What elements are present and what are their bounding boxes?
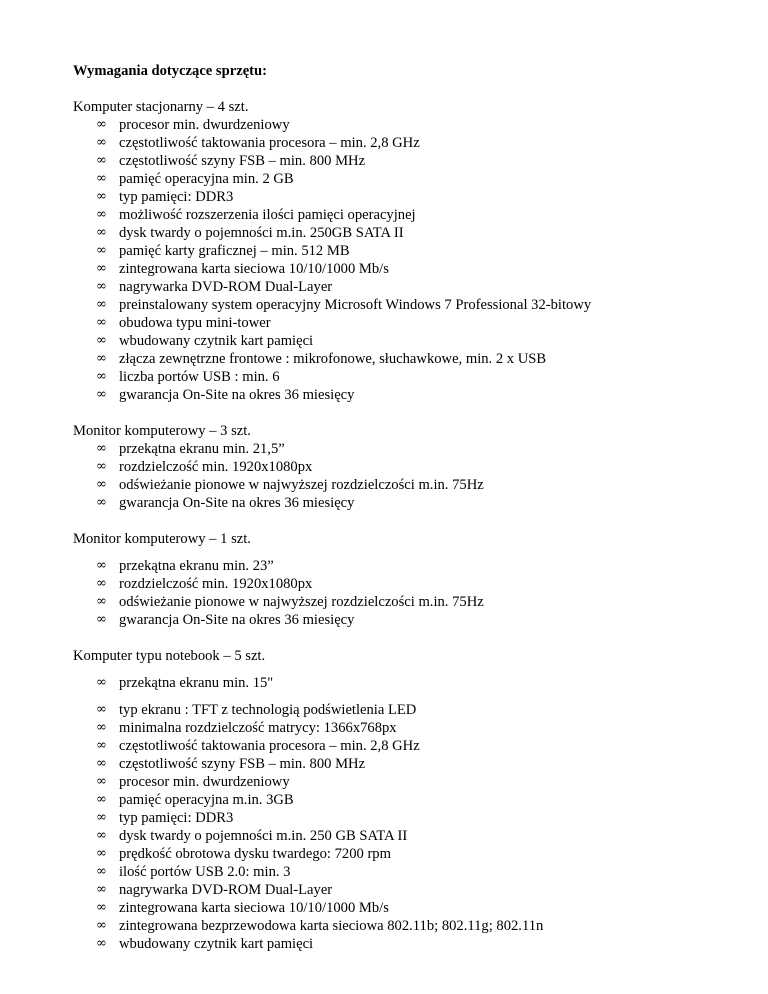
list-item (73, 863, 753, 881)
list-item (73, 368, 753, 386)
list-item-text: gwarancja On-Site na okres 36 miesięcy (119, 495, 355, 511)
list-item (73, 719, 753, 737)
list-item (73, 881, 753, 899)
list-item (73, 170, 753, 188)
infinity-bullet-icon: ∞ (96, 117, 107, 132)
list-item-text: przekątna ekranu min. 21,5” (119, 441, 285, 457)
infinity-bullet-icon: ∞ (96, 387, 107, 402)
section-title: Komputer typu notebook – 5 szt. (73, 648, 266, 664)
list-item (73, 575, 753, 593)
list-item (73, 350, 753, 368)
infinity-bullet-icon: ∞ (96, 576, 107, 591)
list-item-text: częstotliwość szyny FSB – min. 800 MHz (119, 756, 366, 772)
list-item (73, 827, 753, 845)
infinity-bullet-icon: ∞ (96, 675, 107, 690)
infinity-bullet-icon: ∞ (96, 918, 107, 933)
list-item (73, 332, 753, 350)
infinity-bullet-icon: ∞ (96, 900, 107, 915)
infinity-bullet-icon: ∞ (96, 720, 107, 735)
list-item (73, 440, 753, 458)
list-item-text: złącza zewnętrzne frontowe : mikrofonowe, słuchawkowe, min. 2 x USB (119, 351, 547, 367)
list-item (73, 899, 753, 917)
list-item (73, 242, 753, 260)
list-item (73, 773, 753, 791)
infinity-bullet-icon: ∞ (96, 261, 107, 276)
infinity-bullet-icon: ∞ (96, 756, 107, 771)
list-item (73, 674, 753, 692)
infinity-bullet-icon: ∞ (96, 792, 107, 807)
document-heading: Wymagania dotyczące sprzętu: (73, 63, 268, 79)
section-title: Komputer stacjonarny – 4 szt. (73, 99, 249, 115)
list-item-text: zintegrowana karta sieciowa 10/10/1000 Mb/s (119, 261, 389, 277)
list-item (73, 611, 753, 629)
list-item-text: minimalna rozdzielczość matrycy: 1366x768px (119, 720, 397, 736)
list-item-text: rozdzielczość min. 1920x1080px (119, 459, 313, 475)
list-item-text: wbudowany czytnik kart pamięci (119, 333, 314, 349)
list-item-text: procesor min. dwurdzeniowy (119, 117, 290, 133)
infinity-bullet-icon: ∞ (96, 297, 107, 312)
section-title: Monitor komputerowy – 1 szt. (73, 531, 251, 547)
list-item-text: nagrywarka DVD-ROM Dual-Layer (119, 279, 333, 295)
infinity-bullet-icon: ∞ (96, 243, 107, 258)
list-item (73, 791, 753, 809)
list-item-text: pamięć operacyjna m.in. 3GB (119, 792, 294, 808)
list-item-text: przekątna ekranu min. 15" (119, 675, 274, 691)
list-item (73, 224, 753, 242)
list-item (73, 458, 753, 476)
list-item (73, 935, 753, 953)
list-item (73, 314, 753, 332)
list-item (73, 809, 753, 827)
infinity-bullet-icon: ∞ (96, 189, 107, 204)
list-item-text: częstotliwość taktowania procesora – min. 2,8 GHz (119, 738, 420, 754)
infinity-bullet-icon: ∞ (96, 459, 107, 474)
document-page (73, 62, 753, 953)
infinity-bullet-icon: ∞ (96, 279, 107, 294)
infinity-bullet-icon: ∞ (96, 702, 107, 717)
list-item-text: dysk twardy o pojemności m.in. 250 GB SATA II (119, 828, 408, 844)
list-item-text: pamięć karty graficznej – min. 512 MB (119, 243, 350, 259)
infinity-bullet-icon: ∞ (96, 738, 107, 753)
section-monitor-1 (73, 530, 753, 629)
infinity-bullet-icon: ∞ (96, 315, 107, 330)
infinity-bullet-icon: ∞ (96, 882, 107, 897)
list-item-text: typ ekranu : TFT z technologią podświetlenia LED (119, 702, 417, 718)
list-item-text: typ pamięci: DDR3 (119, 810, 234, 826)
infinity-bullet-icon: ∞ (96, 153, 107, 168)
list-item-text: częstotliwość szyny FSB – min. 800 MHz (119, 153, 366, 169)
infinity-bullet-icon: ∞ (96, 810, 107, 825)
requirements-list (73, 557, 753, 629)
list-item (73, 701, 753, 719)
list-item (73, 737, 753, 755)
list-item (73, 557, 753, 575)
infinity-bullet-icon: ∞ (96, 558, 107, 573)
list-item-text: możliwość rozszerzenia ilości pamięci operacyjnej (119, 207, 416, 223)
list-item (73, 116, 753, 134)
list-item (73, 845, 753, 863)
list-item-text: zintegrowana karta sieciowa 10/10/1000 Mb/s (119, 900, 389, 916)
list-item (73, 476, 753, 494)
list-item (73, 917, 753, 935)
list-item-text: ilość portów USB 2.0: min. 3 (119, 864, 291, 880)
infinity-bullet-icon: ∞ (96, 441, 107, 456)
requirements-list (73, 674, 753, 953)
list-item (73, 296, 753, 314)
infinity-bullet-icon: ∞ (96, 864, 107, 879)
infinity-bullet-icon: ∞ (96, 594, 107, 609)
list-item-text: zintegrowana bezprzewodowa karta sieciowa 802.11b; 802.11g; 802.11n (119, 918, 544, 934)
list-item-text: typ pamięci: DDR3 (119, 189, 234, 205)
infinity-bullet-icon: ∞ (96, 936, 107, 951)
list-item-text: prędkość obrotowa dysku twardego: 7200 rpm (119, 846, 391, 862)
list-item-text: wbudowany czytnik kart pamięci (119, 936, 314, 952)
infinity-bullet-icon: ∞ (96, 369, 107, 384)
infinity-bullet-icon: ∞ (96, 612, 107, 627)
list-item-text: liczba portów USB : min. 6 (119, 369, 280, 385)
list-item (73, 134, 753, 152)
list-item-text: gwarancja On-Site na okres 36 miesięcy (119, 612, 355, 628)
list-item (73, 386, 753, 404)
list-item (73, 188, 753, 206)
list-item (73, 494, 753, 512)
section-notebook (73, 647, 753, 953)
requirements-list (73, 440, 753, 512)
list-item-text: nagrywarka DVD-ROM Dual-Layer (119, 882, 333, 898)
list-item-text: odświeżanie pionowe w najwyższej rozdzielczości m.in. 75Hz (119, 594, 484, 610)
infinity-bullet-icon: ∞ (96, 171, 107, 186)
list-item-text: gwarancja On-Site na okres 36 miesięcy (119, 387, 355, 403)
section-monitor-3 (73, 422, 753, 512)
list-item (73, 593, 753, 611)
infinity-bullet-icon: ∞ (96, 495, 107, 510)
infinity-bullet-icon: ∞ (96, 846, 107, 861)
section-desktop-computer (73, 98, 753, 404)
list-item-text: odświeżanie pionowe w najwyższej rozdzielczości m.in. 75Hz (119, 477, 484, 493)
infinity-bullet-icon: ∞ (96, 225, 107, 240)
infinity-bullet-icon: ∞ (96, 135, 107, 150)
list-item-text: przekątna ekranu min. 23” (119, 558, 274, 574)
infinity-bullet-icon: ∞ (96, 207, 107, 222)
list-item (73, 206, 753, 224)
list-item-text: dysk twardy o pojemności m.in. 250GB SATA II (119, 225, 404, 241)
list-item (73, 260, 753, 278)
infinity-bullet-icon: ∞ (96, 333, 107, 348)
infinity-bullet-icon: ∞ (96, 351, 107, 366)
list-item-text: częstotliwość taktowania procesora – min. 2,8 GHz (119, 135, 420, 151)
infinity-bullet-icon: ∞ (96, 828, 107, 843)
requirements-list (73, 116, 753, 404)
infinity-bullet-icon: ∞ (96, 774, 107, 789)
list-item-text: procesor min. dwurdzeniowy (119, 774, 290, 790)
section-title: Monitor komputerowy – 3 szt. (73, 423, 251, 439)
list-item-text: preinstalowany system operacyjny Microsoft Windows 7 Professional 32-bitowy (119, 297, 592, 313)
infinity-bullet-icon: ∞ (96, 477, 107, 492)
list-item (73, 152, 753, 170)
list-item-text: rozdzielczość min. 1920x1080px (119, 576, 313, 592)
list-item-text: obudowa typu mini-tower (119, 315, 271, 331)
list-item-text: pamięć operacyjna min. 2 GB (119, 171, 294, 187)
list-item (73, 755, 753, 773)
list-item (73, 278, 753, 296)
